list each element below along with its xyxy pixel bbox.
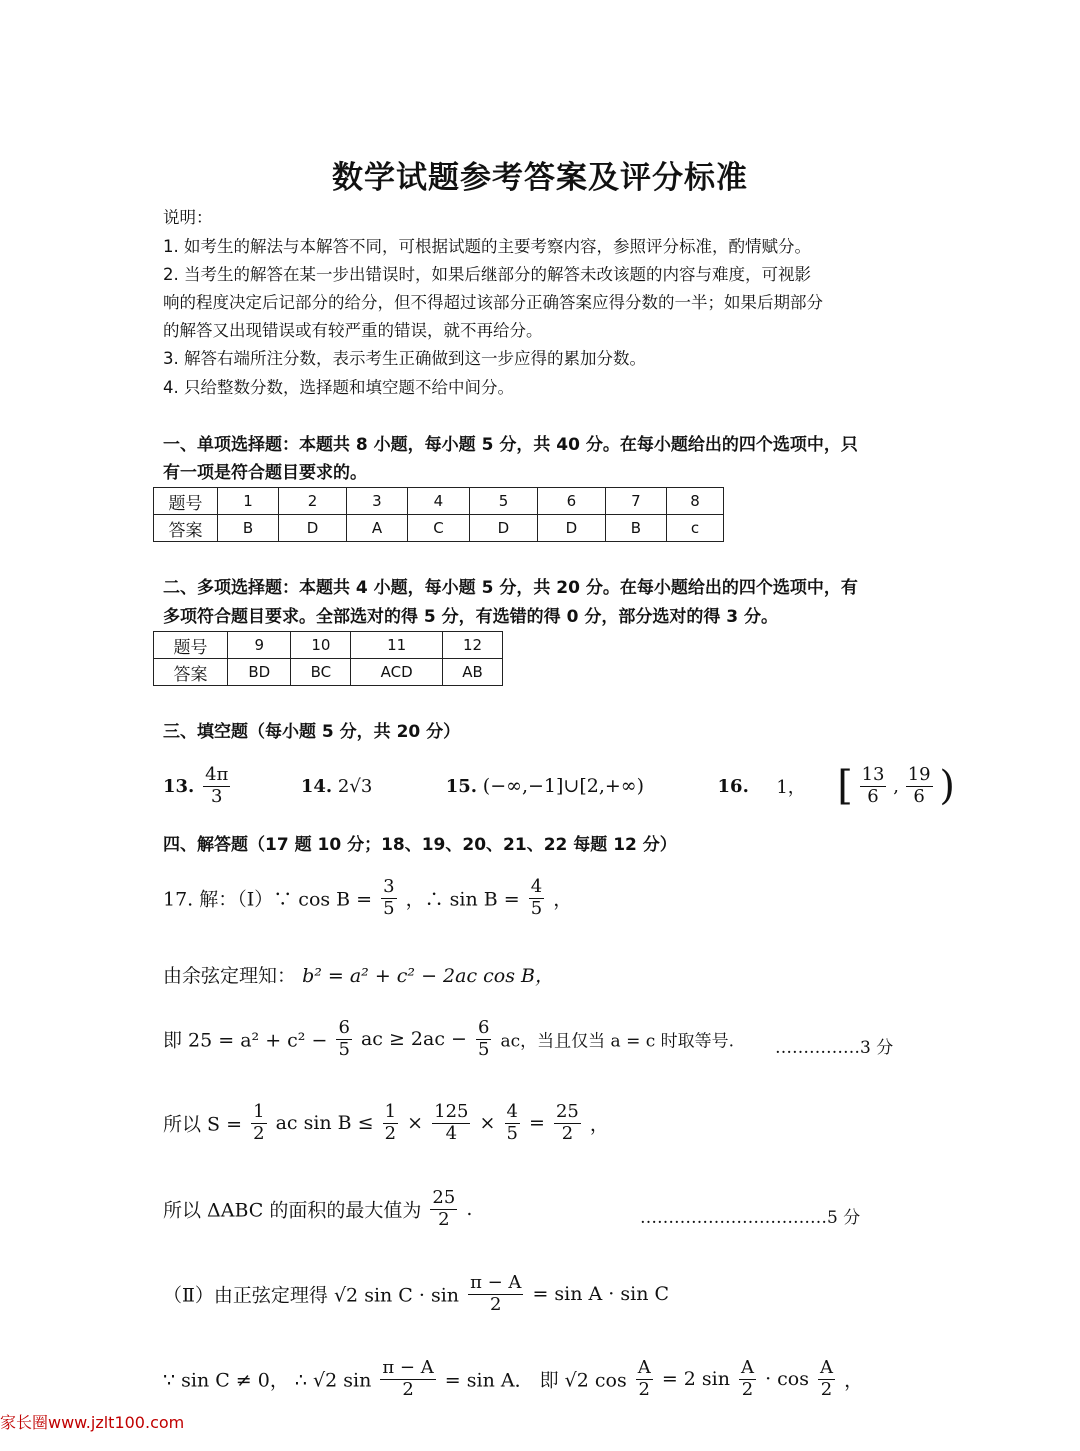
q16-label: 16. xyxy=(717,775,749,797)
fraction xyxy=(380,1358,435,1400)
fraction-numerator: A xyxy=(741,1357,755,1378)
table-cell: 2 xyxy=(279,488,347,515)
fraction xyxy=(505,1102,520,1144)
solution17-line4 xyxy=(163,1102,609,1144)
table-cell: C xyxy=(407,515,469,542)
table-row xyxy=(154,488,724,515)
solution17-line7 xyxy=(163,1358,863,1400)
fraction xyxy=(251,1102,266,1144)
table-cell: 答案 xyxy=(154,659,228,686)
table-cell: 答案 xyxy=(154,515,218,542)
q16-close-bracket: ) xyxy=(939,763,955,809)
fraction-numerator: 19 xyxy=(907,763,931,785)
fraction xyxy=(818,1358,835,1400)
table-cell: D xyxy=(279,515,347,542)
section1-heading-line2: 有一项是符合题目要求的。 xyxy=(163,463,367,483)
fraction-numerator: 25 xyxy=(555,1101,579,1122)
text-segment: ， xyxy=(589,1113,609,1136)
fraction xyxy=(383,1102,398,1144)
table-cell: B xyxy=(605,515,666,542)
fraction-denominator: 3 xyxy=(210,785,223,807)
multi-choice-answer-table xyxy=(153,631,503,686)
fraction-denominator: 2 xyxy=(438,1208,450,1230)
note-line: 1. 如考生的解法与本解答不同，可根据试题的主要考察内容，参照评分标准，酌情赋分。 xyxy=(163,237,811,256)
text-segment: ， xyxy=(553,888,573,911)
table-cell: 题号 xyxy=(154,632,228,659)
text-segment: ac sin B ≤ xyxy=(275,1112,374,1135)
fraction-denominator: 2 xyxy=(741,1378,754,1400)
section2-heading-line1: 二、多项选择题：本题共 4 小题，每小题 5 分，共 20 分。在每小题给出的四个选项中，有 xyxy=(163,578,858,598)
fraction-denominator: 2 xyxy=(561,1122,574,1144)
table-cell: ACD xyxy=(351,659,443,686)
text-segment: = sin A． 即 √2 cos xyxy=(444,1369,627,1392)
solution17-line1 xyxy=(163,877,572,919)
note-line: 2. 当考生的解答在某一步出错误时，如果后继部分的解答未改该题的内容与难度，可视影 xyxy=(163,265,811,284)
fraction-denominator: 5 xyxy=(530,897,543,919)
note-line: 4. 只给整数分数，选择题和填空题不给中间分。 xyxy=(163,378,514,397)
section4-heading: 四、解答题（17 题 10 分；18、19、20、21、22 每题 12 分） xyxy=(163,835,677,855)
section1-heading-line1: 一、单项选择题：本题共 8 小题，每小题 5 分，共 40 分。在每小题给出的四个选项中，只 xyxy=(163,435,858,455)
table-cell: 12 xyxy=(443,632,503,659)
text-segment: （Ⅱ）由正弦定理得 √2 sin C · sin xyxy=(163,1284,460,1307)
text-segment: ac，当且仅当 a = c 时取等号. xyxy=(500,1031,735,1052)
fraction-numerator: 6 xyxy=(338,1017,350,1038)
fraction xyxy=(554,1102,581,1144)
section3-heading: 三、填空题（每小题 5 分，共 20 分） xyxy=(163,722,461,742)
fraction-numerator: π − A xyxy=(382,1357,434,1378)
fraction xyxy=(336,1018,351,1060)
table-row xyxy=(154,515,724,542)
table-cell: BC xyxy=(291,659,351,686)
fraction-denominator: 2 xyxy=(820,1378,833,1400)
page-title: 数学试题参考答案及评分标准 xyxy=(332,160,748,196)
q16-first-answer: 1， xyxy=(776,777,806,798)
table-row xyxy=(154,632,503,659)
note-line: 的解答又出现错误或有较严重的错误，就不再给分。 xyxy=(163,321,543,340)
table-cell: D xyxy=(537,515,605,542)
fraction-denominator: 2 xyxy=(638,1378,650,1400)
q16-open-bracket: [ xyxy=(837,763,853,809)
fraction-numerator: 13 xyxy=(861,763,885,785)
q16-fraction-1 xyxy=(860,765,887,807)
table-row xyxy=(154,659,503,686)
text-segment: ac ≥ 2ac − xyxy=(360,1028,467,1051)
q13-label: 13. xyxy=(163,775,195,797)
table-cell: D xyxy=(470,515,538,542)
fraction-denominator: 6 xyxy=(867,785,879,807)
fraction-denominator: 4 xyxy=(445,1122,458,1144)
fraction-denominator: 2 xyxy=(490,1293,502,1315)
fraction-denominator: 2 xyxy=(384,1122,397,1144)
table-cell: AB xyxy=(443,659,503,686)
fraction-numerator: 125 xyxy=(434,1101,469,1122)
table-cell: 4 xyxy=(407,488,469,515)
text-segment: 所以 ΔABC 的面积的最大值为 xyxy=(163,1199,422,1222)
table-cell: 6 xyxy=(537,488,605,515)
note-line: 3. 解答右端所注分数，表示考生正确做到这一步应得的累加分数。 xyxy=(163,349,646,368)
table-cell: 题号 xyxy=(154,488,218,515)
fraction xyxy=(739,1358,756,1400)
fraction-denominator: 5 xyxy=(383,897,395,919)
text-segment: · cos xyxy=(765,1368,809,1391)
notes-heading: 说明： xyxy=(163,208,213,227)
fraction xyxy=(468,1273,523,1315)
table-cell: 9 xyxy=(228,632,291,659)
text-segment: ，∴ sin B = xyxy=(405,888,520,911)
q13-answer xyxy=(203,765,230,807)
table-cell: c xyxy=(666,515,723,542)
single-choice-answer-table xyxy=(153,487,724,542)
fraction-numerator: 6 xyxy=(477,1017,490,1038)
fraction-denominator: 5 xyxy=(506,1122,518,1144)
text-segment: ∵ sin C ≠ 0， ∴ √2 sin xyxy=(163,1369,372,1392)
math-expression: b² = a² + c² − 2ac cos B， xyxy=(302,965,554,987)
text-segment: 即 25 = a² + c² − xyxy=(163,1029,328,1052)
solution17-line6 xyxy=(163,1273,669,1315)
table-cell: 8 xyxy=(666,488,723,515)
solution17-line5 xyxy=(163,1188,472,1230)
table-cell: 7 xyxy=(605,488,666,515)
table-cell: 5 xyxy=(470,488,538,515)
fraction-numerator: A xyxy=(820,1357,834,1378)
fraction-numerator: 4 xyxy=(506,1101,518,1122)
fraction xyxy=(529,877,544,919)
text-segment: 所以 S = xyxy=(163,1113,243,1136)
q14-answer: 2√3 xyxy=(337,775,373,797)
fraction xyxy=(430,1188,457,1230)
fraction-numerator: 1 xyxy=(253,1101,265,1122)
fraction-numerator: A xyxy=(637,1357,651,1378)
fraction-denominator: 2 xyxy=(253,1122,265,1144)
fraction-numerator: 3 xyxy=(383,876,395,897)
text-segment: 17. 解：（Ⅰ）∵ cos B = xyxy=(163,888,373,911)
table-cell: 3 xyxy=(347,488,408,515)
q14-label: 14. xyxy=(300,775,333,797)
fraction-denominator: 2 xyxy=(402,1378,414,1400)
table-cell: A xyxy=(347,515,408,542)
text-segment: ， xyxy=(844,1369,864,1392)
fraction xyxy=(432,1102,470,1144)
fraction-numerator: π − A xyxy=(470,1272,522,1293)
fraction xyxy=(381,877,396,919)
text-segment: × xyxy=(479,1112,496,1135)
table-cell: BD xyxy=(228,659,291,686)
fraction-denominator: 5 xyxy=(338,1038,350,1060)
fraction-numerator: 4 xyxy=(530,876,543,897)
table-cell: 1 xyxy=(218,488,279,515)
solution17-line2 xyxy=(163,961,554,988)
score-marker: ……………3 分 xyxy=(775,1038,894,1058)
q15-answer: (−∞,−1]∪[2,+∞) xyxy=(482,775,645,797)
q16-comma: , xyxy=(893,775,899,797)
text-segment: = sin A · sin C xyxy=(532,1283,670,1306)
table-cell: 10 xyxy=(291,632,351,659)
table-cell: 11 xyxy=(351,632,443,659)
text-segment: = xyxy=(529,1112,545,1135)
fraction-numerator: 4π xyxy=(205,763,229,785)
fraction-denominator: 6 xyxy=(913,785,925,807)
q15-label: 15. xyxy=(445,775,478,797)
text-segment: × xyxy=(407,1112,424,1135)
fill-blank-answers xyxy=(163,763,955,809)
note-line: 响的程度决定后记部分的给分，但不得超过该部分正确答案应得分数的一半；如果后期部分 xyxy=(163,293,823,312)
fraction-denominator: 5 xyxy=(477,1038,490,1060)
watermark-url: 家长圈www.jzlt100.com xyxy=(0,1413,185,1432)
text-segment: . xyxy=(466,1198,473,1221)
q16-fraction-2 xyxy=(906,765,933,807)
fraction xyxy=(476,1018,491,1060)
section2-heading-line2: 多项符合题目要求。全部选对的得 5 分，有选错的得 0 分，部分选对的得 3 分。 xyxy=(163,607,778,627)
text-segment: 由余弦定理知： xyxy=(163,965,297,987)
table-cell: B xyxy=(218,515,279,542)
fraction xyxy=(636,1358,653,1400)
fraction-numerator: 25 xyxy=(432,1187,456,1208)
text-segment: = 2 sin xyxy=(661,1368,730,1391)
fraction-numerator: 1 xyxy=(384,1101,397,1122)
score-marker: ……………………………5 分 xyxy=(640,1208,861,1228)
